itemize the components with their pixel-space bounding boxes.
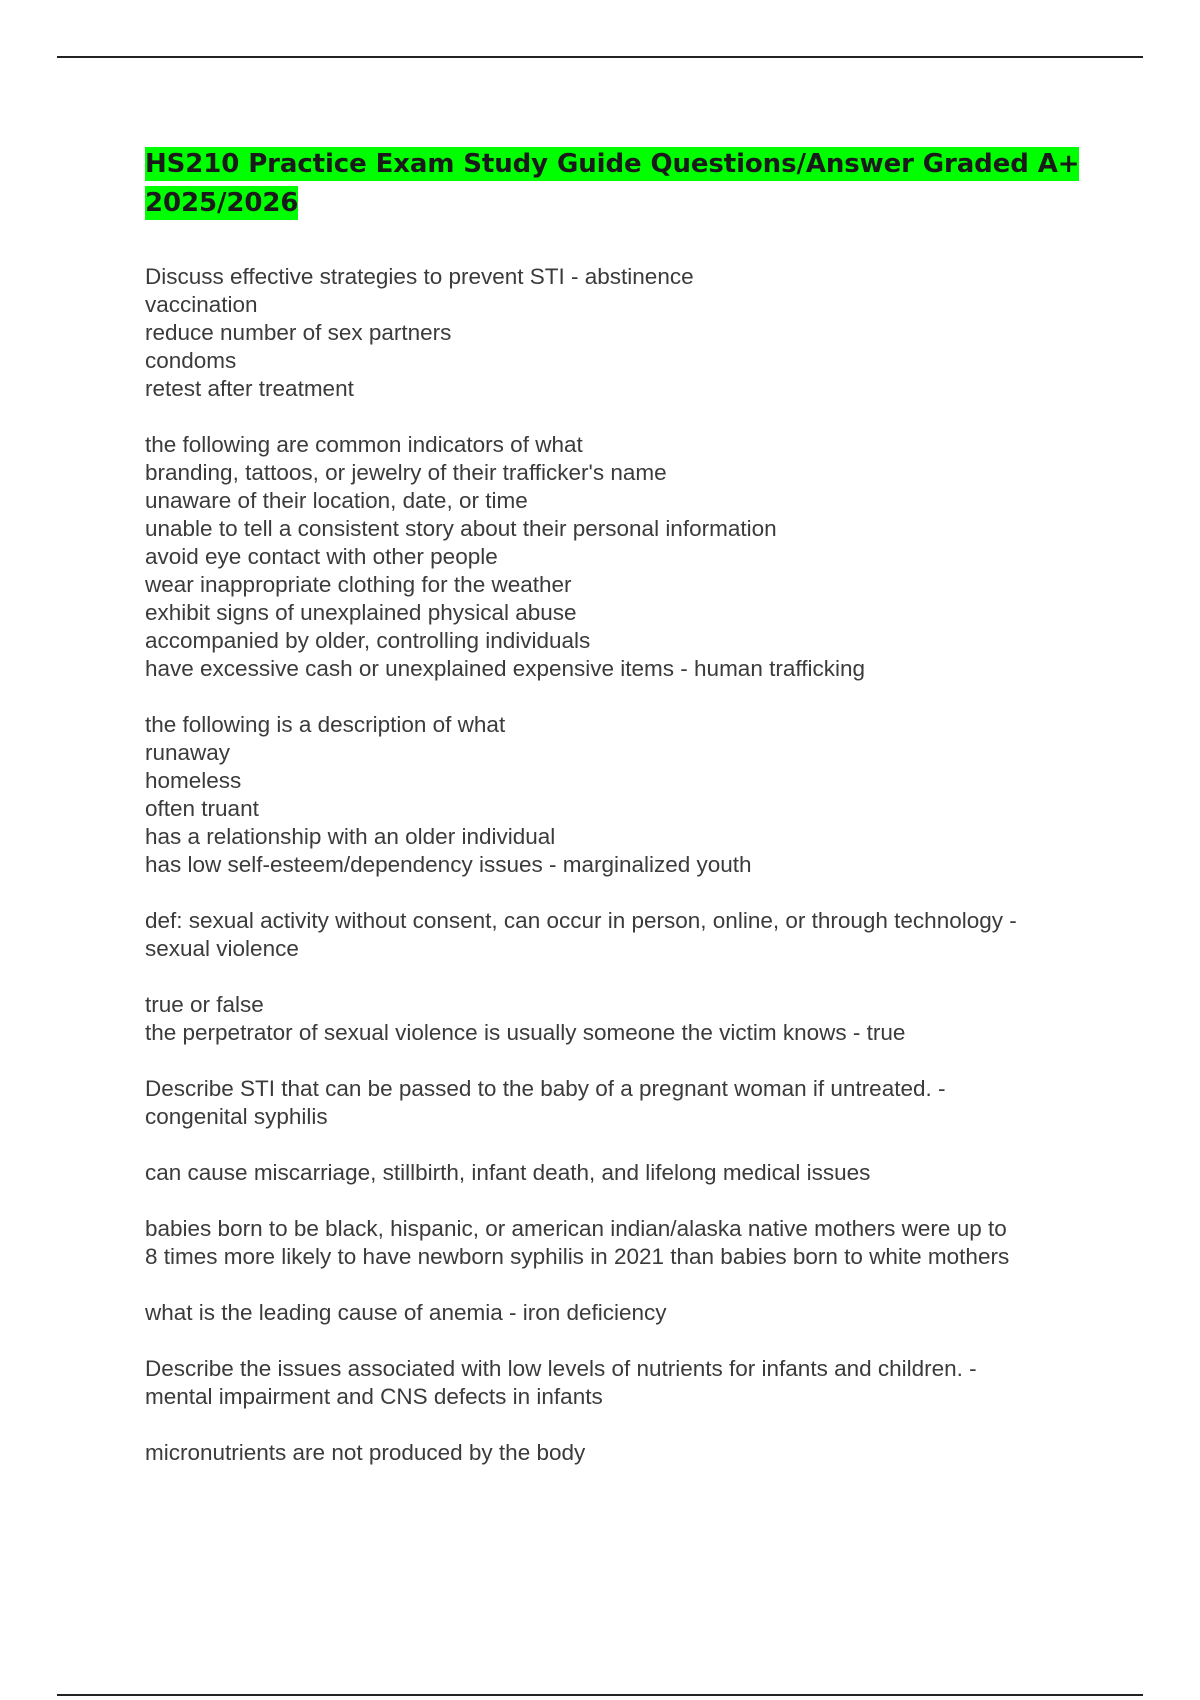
- text-line: Describe STI that can be passed to the baby of a pregnant woman if untreated. -: [145, 1076, 946, 1101]
- text-line: def: sexual activity without consent, can occur in person, online, or through technology -: [145, 908, 1017, 933]
- text-line: the perpetrator of sexual violence is usually someone the victim knows - true: [145, 1020, 906, 1045]
- qa-block: [145, 1075, 1090, 1131]
- qa-block: [145, 1215, 1090, 1271]
- text-line: have excessive cash or unexplained expensive items - human trafficking: [145, 656, 865, 681]
- text-line: vaccination: [145, 292, 258, 317]
- qa-block: [145, 1355, 1090, 1411]
- qa-list: [145, 263, 1090, 1467]
- qa-block: [145, 991, 1090, 1047]
- qa-block: [145, 431, 1090, 683]
- qa-block: [145, 263, 1090, 403]
- text-line: often truant: [145, 796, 259, 821]
- text-line: has low self-esteem/dependency issues - marginalized youth: [145, 852, 752, 877]
- text-line: unable to tell a consistent story about their personal information: [145, 516, 777, 541]
- qa-block: [145, 711, 1090, 879]
- text-line: retest after treatment: [145, 376, 354, 401]
- text-line: unaware of their location, date, or time: [145, 488, 528, 513]
- text-line: Discuss effective strategies to prevent STI - abstinence: [145, 264, 694, 289]
- text-line: sexual violence: [145, 936, 299, 961]
- text-line: can cause miscarriage, stillbirth, infant death, and lifelong medical issues: [145, 1160, 871, 1185]
- text-line: has a relationship with an older individual: [145, 824, 556, 849]
- text-line: mental impairment and CNS defects in infants: [145, 1384, 603, 1409]
- text-line: branding, tattoos, or jewelry of their trafficker's name: [145, 460, 667, 485]
- text-line: congenital syphilis: [145, 1104, 328, 1129]
- qa-block: [145, 1159, 1090, 1187]
- qa-block: [145, 907, 1090, 963]
- text-line: runaway: [145, 740, 231, 765]
- text-line: what is the leading cause of anemia - iron deficiency: [145, 1300, 667, 1325]
- text-line: the following are common indicators of what: [145, 432, 583, 457]
- document-title: [145, 145, 1090, 223]
- text-line: the following is a description of what: [145, 712, 506, 737]
- text-line: homeless: [145, 768, 242, 793]
- text-line: wear inappropriate clothing for the weather: [145, 572, 572, 597]
- title-highlight: HS210 Practice Exam Study Guide Questions/Answer Graded A+ 2025/2026: [145, 149, 1080, 218]
- text-line: micronutrients are not produced by the body: [145, 1440, 586, 1465]
- text-line: true or false: [145, 992, 264, 1017]
- text-line: avoid eye contact with other people: [145, 544, 498, 569]
- bottom-rule: [57, 1694, 1143, 1696]
- text-line: exhibit signs of unexplained physical abuse: [145, 600, 577, 625]
- text-line: babies born to be black, hispanic, or american indian/alaska native mothers were up to: [145, 1216, 1007, 1241]
- top-rule: [57, 56, 1143, 58]
- page-content: [145, 145, 1090, 1495]
- text-line: accompanied by older, controlling individuals: [145, 628, 591, 653]
- text-line: condoms: [145, 348, 237, 373]
- qa-block: [145, 1299, 1090, 1327]
- text-line: Describe the issues associated with low levels of nutrients for infants and children. -: [145, 1356, 977, 1381]
- text-line: 8 times more likely to have newborn syphilis in 2021 than babies born to white mothers: [145, 1244, 1010, 1269]
- text-line: reduce number of sex partners: [145, 320, 452, 345]
- qa-block: [145, 1439, 1090, 1467]
